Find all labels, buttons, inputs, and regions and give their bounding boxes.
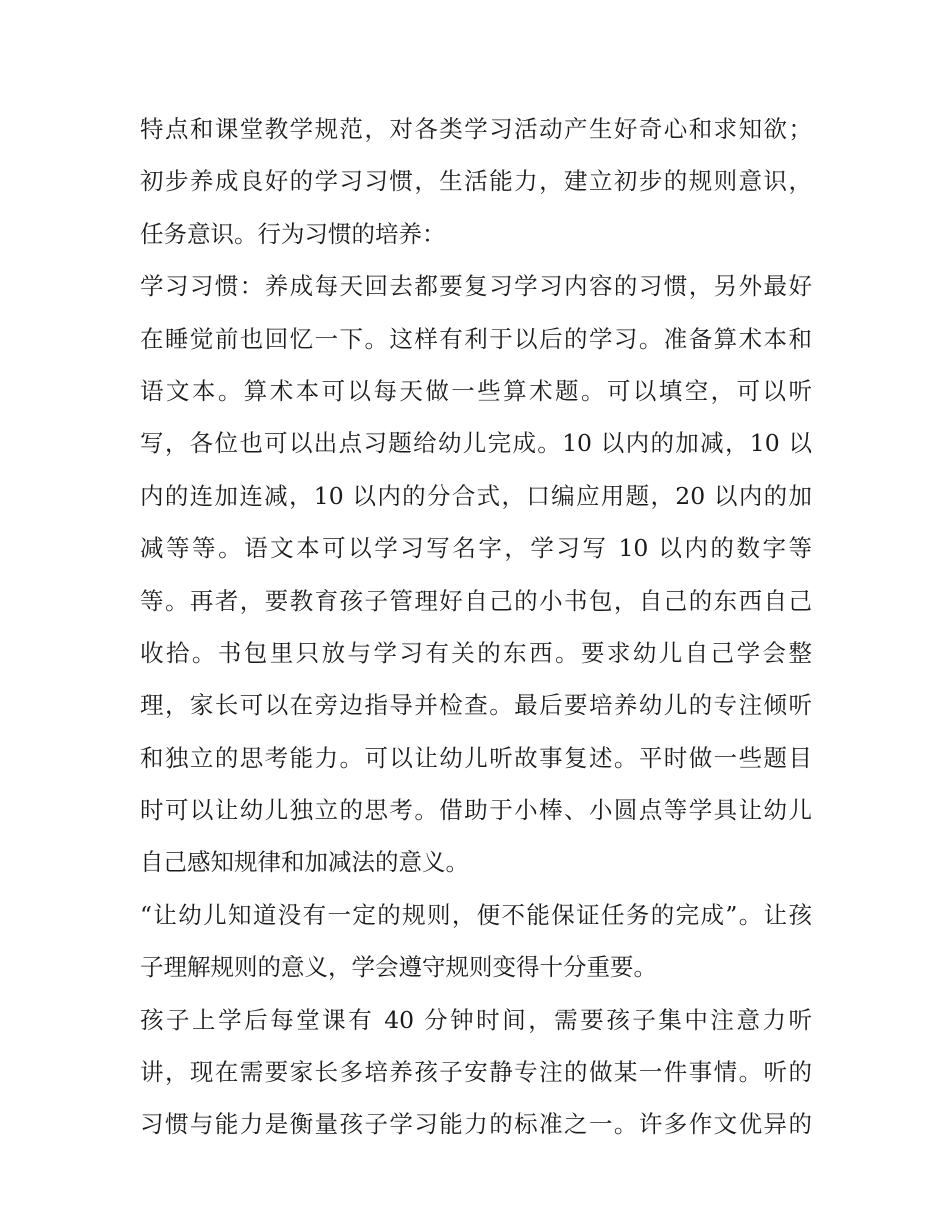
text-line: 时可以让幼儿独立的思考。借助于小棒、小圆点等学具让幼儿 <box>140 796 812 825</box>
text-line: 讲，现在需要家长多培养孩子安静专注的做某一件事情。听的 <box>140 1058 812 1087</box>
text-line: 等。再者，要教育孩子管理好自己的小书包，自己的东西自己 <box>140 586 812 615</box>
text-line: 在睡觉前也回忆一下。这样有利于以后的学习。准备算术本和 <box>140 324 812 353</box>
text-line: 减等等。语文本可以学习写名字，学习写 10 以内的数字等 <box>140 534 812 563</box>
text-line: 子理解规则的意义，学会遵守规则变得十分重要。 <box>140 953 657 982</box>
text-line: 收拾。书包里只放与学习有关的东西。要求幼儿自己学会整 <box>140 638 812 667</box>
text-line: 初步养成良好的学习习惯，生活能力，建立初步的规则意识， <box>140 167 812 196</box>
text-line: 语文本。算术本可以每天做一些算术题。可以填空，可以听 <box>140 376 812 405</box>
text-line: 学习习惯：养成每天回去都要复习学习内容的习惯，另外最好 <box>140 272 812 301</box>
text-line: 和独立的思考能力。可以让幼儿听故事复述。平时做一些题目 <box>140 743 812 772</box>
text-line: 理，家长可以在旁边指导并检查。最后要培养幼儿的专注倾听 <box>140 691 812 720</box>
text-line: 任务意识。行为习惯的培养： <box>140 219 446 248</box>
text-line: 内的连加连减，10 以内的分合式，口编应用题，20 以内的加 <box>140 481 812 510</box>
text-line: 孩子上学后每堂课有 40 分钟时间，需要孩子集中注意力听 <box>140 1005 812 1034</box>
text-line: 特点和课堂教学规范，对各类学习活动产生好奇心和求知欲； <box>140 115 812 143</box>
text-line: 习惯与能力是衡量孩子学习能力的标准之一。许多作文优异的 <box>140 1110 812 1139</box>
document-body <box>140 103 812 1151</box>
text-line: 自己感知规律和加减法的意义。 <box>140 848 469 877</box>
text-line: “让幼儿知道没有一定的规则，便不能保证任务的完成”。让孩 <box>140 900 812 929</box>
text-line: 写，各位也可以出点习题给幼儿完成。10 以内的加减，10 以 <box>140 429 812 458</box>
